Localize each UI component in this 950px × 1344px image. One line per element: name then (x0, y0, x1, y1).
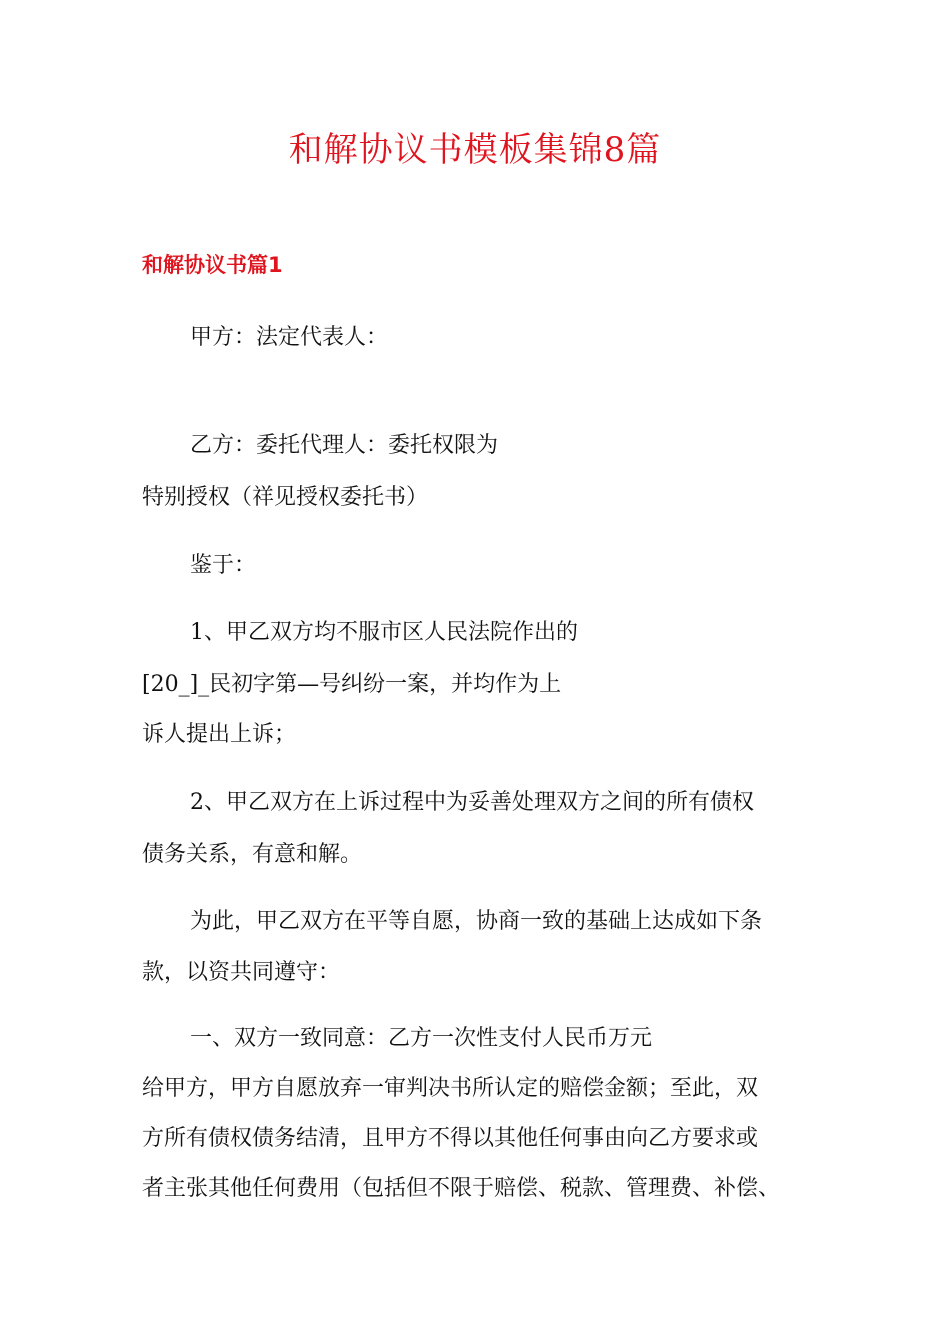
clause-1-line-4: 者主张其他任何费用（包括但不限于赔偿、税款、管理费、补偿、 (142, 1176, 781, 1201)
party-a-line: 甲方：法定代表人： (190, 325, 389, 350)
clause-1-line-1: 一、双方一致同意：乙方一次性支付人民币万元 (190, 1026, 653, 1051)
clause-1-line-3: 方所有债权债务结清，且甲方不得以其他任何事由向乙方要求或 (142, 1126, 759, 1151)
document-title: 和解协议书模板集锦8篇 (288, 130, 662, 170)
recital-2-line-1: 2、甲乙双方在上诉过程中为妥善处理双方之间的所有债权 (190, 790, 754, 815)
recital-1-line-2: [20_]_民初字第—号纠纷一案，并均作为上 (142, 672, 562, 697)
recital-1-line-1: 1、甲乙双方均不服市区人民法院作出的 (190, 620, 578, 645)
party-b-line: 乙方：委托代理人：委托权限为 (190, 433, 499, 458)
agreement-intro-line-1: 为此，甲乙双方在平等自愿，协商一致的基础上达成如下条 (190, 909, 763, 934)
agreement-intro-line-2: 款，以资共同遵守： (142, 960, 341, 985)
section-heading: 和解协议书篇1 (142, 253, 283, 277)
party-b-line-cont: 特别授权（祥见授权委托书） (142, 485, 429, 510)
recital-2-line-2: 债务关系，有意和解。 (142, 842, 363, 867)
whereas-line: 鉴于： (190, 553, 257, 578)
clause-1-line-2: 给甲方，甲方自愿放弃一审判决书所认定的赔偿金额；至此，双 (142, 1076, 759, 1101)
recital-1-line-3: 诉人提出上诉； (142, 722, 297, 747)
